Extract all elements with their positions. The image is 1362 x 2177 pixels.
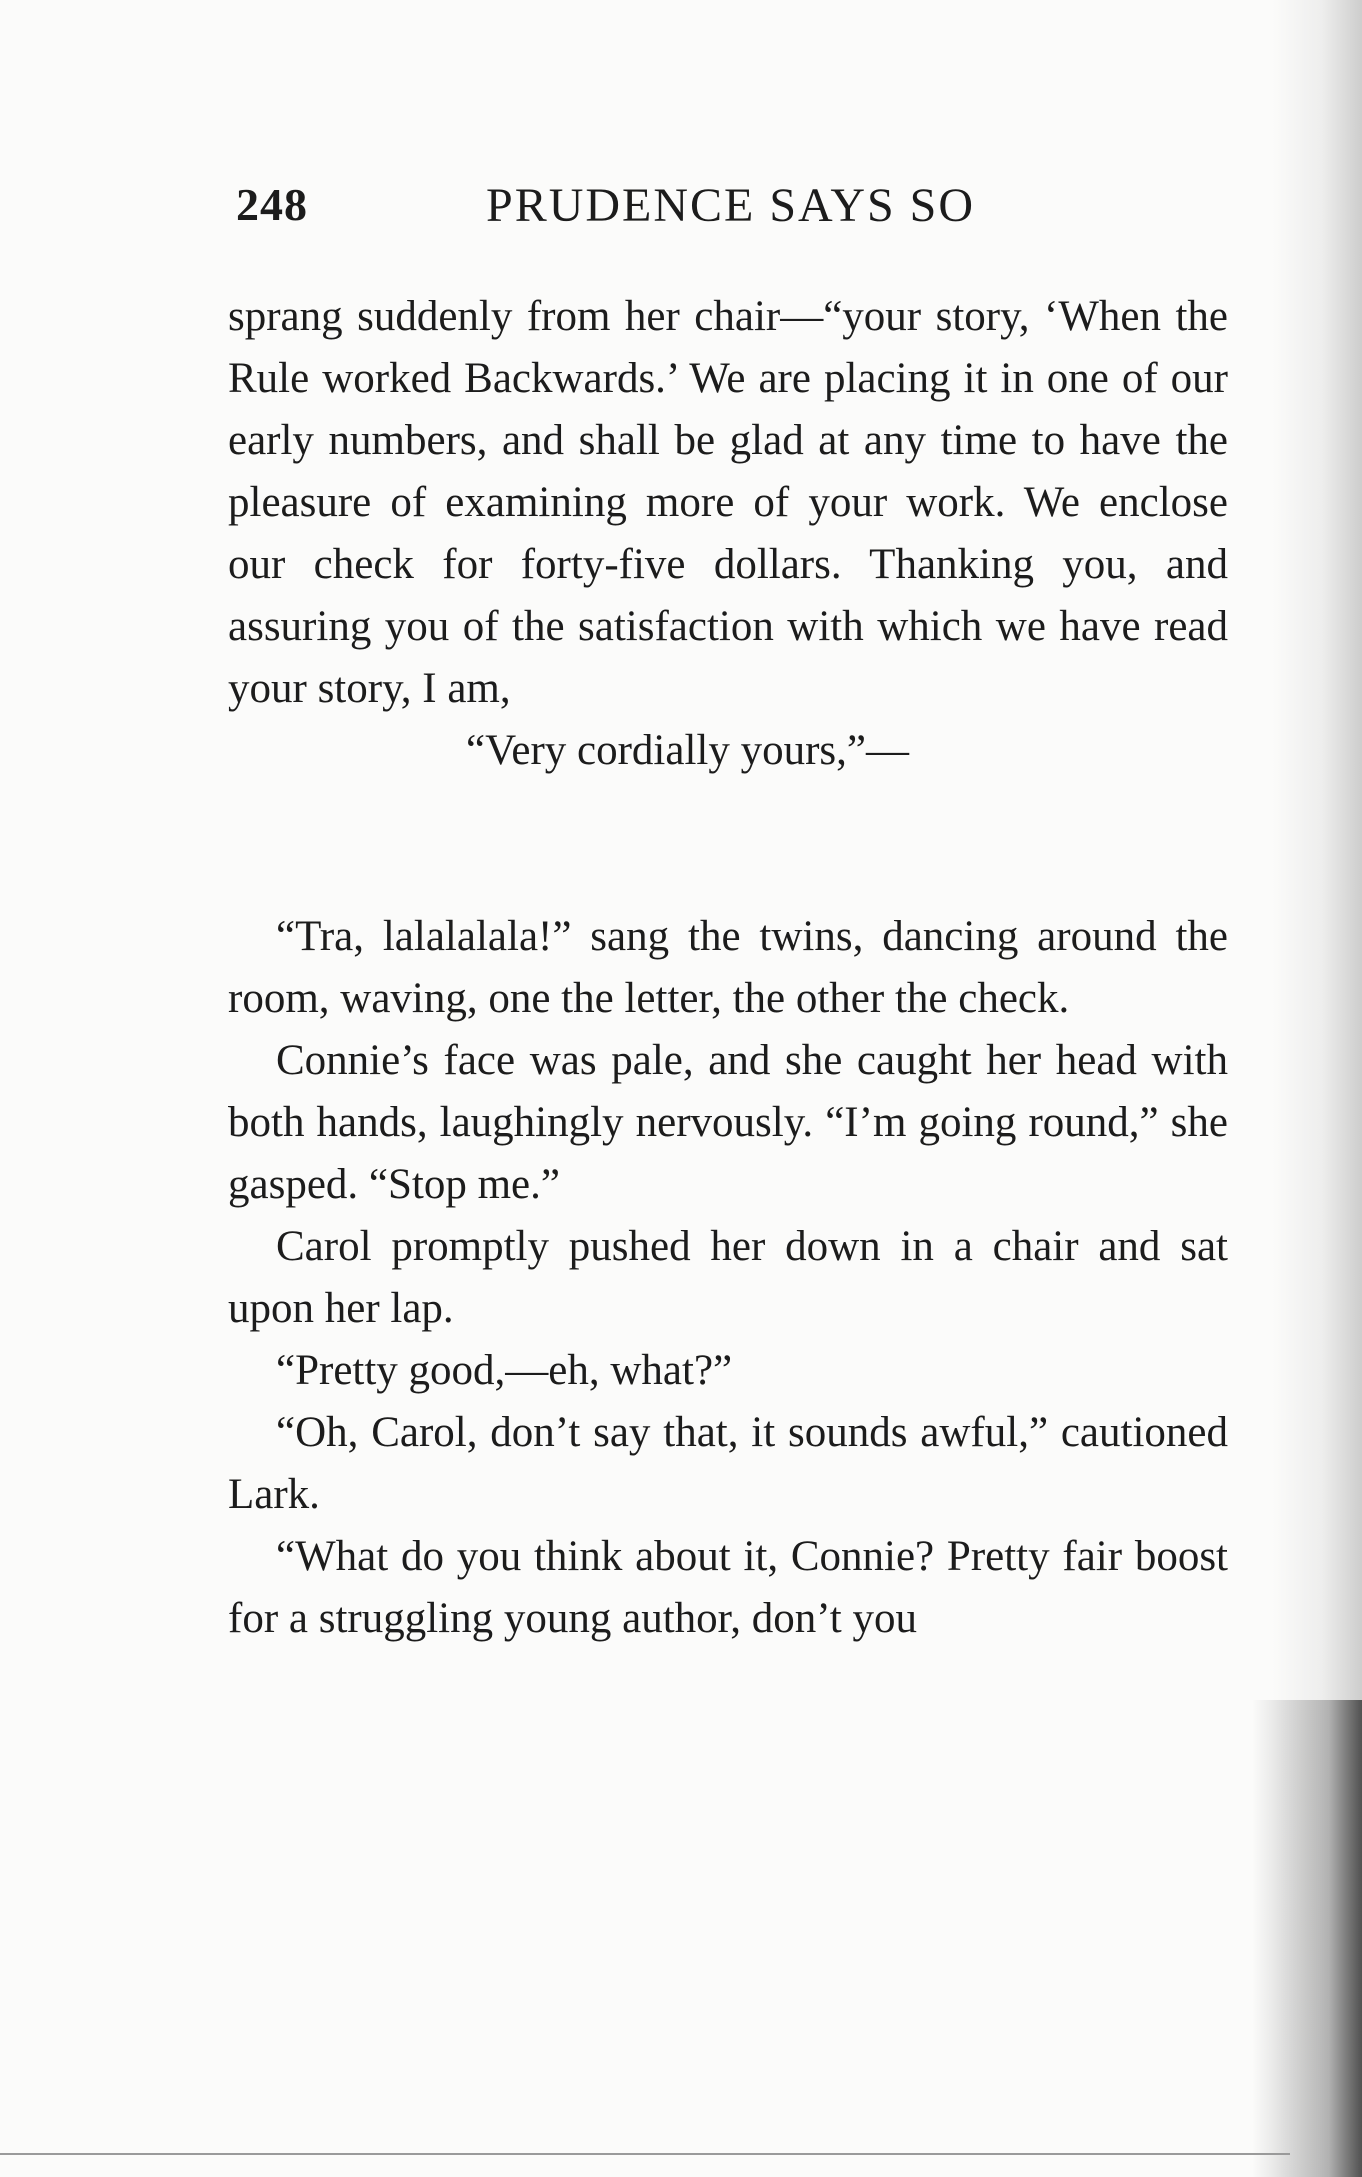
running-title: PRUDENCE SAYS SO: [486, 179, 976, 232]
bottom-rule: [0, 2153, 1290, 2155]
letter-closing: “Very cordially yours,”—: [466, 727, 909, 774]
paragraph: “Pretty good,—eh, what?”: [276, 1347, 733, 1394]
paragraph: “What do you think about it, Connie? Pretty fair boost for a struggling young author, don’t you: [228, 1533, 1228, 1642]
page-header: [236, 178, 1236, 238]
paragraph: “Oh, Carol, don’t say that, it sounds awful,” cautioned Lark.: [228, 1409, 1228, 1518]
section-gap: [228, 782, 1228, 906]
page-edge-shading-bottom: [1252, 1700, 1362, 2177]
paragraph: Carol promptly pushed her down in a chair and sat upon her lap.: [228, 1223, 1228, 1332]
paragraph: Connie’s face was pale, and she caught her head with both hands, laughingly nervously. “I’m going round,” she gasped. “Stop me.”: [228, 1037, 1228, 1208]
page-number: 248: [236, 179, 308, 230]
paragraph: “Tra, lalalalala!” sang the twins, dancing around the room, waving, one the letter, the other the check.: [228, 913, 1228, 1022]
paragraph-letter-body: sprang suddenly from her chair—“your story, ‘When the Rule worked Backwards.’ We are placing it in one of our early numbers, and shall be glad at any time to have the pleasure of examining more of your work. We enclose our check for forty-five dollars. Thanking you, and assuring you of the satisfaction with which we have read your story, I am,: [228, 293, 1228, 712]
page-body: [228, 286, 1228, 1650]
